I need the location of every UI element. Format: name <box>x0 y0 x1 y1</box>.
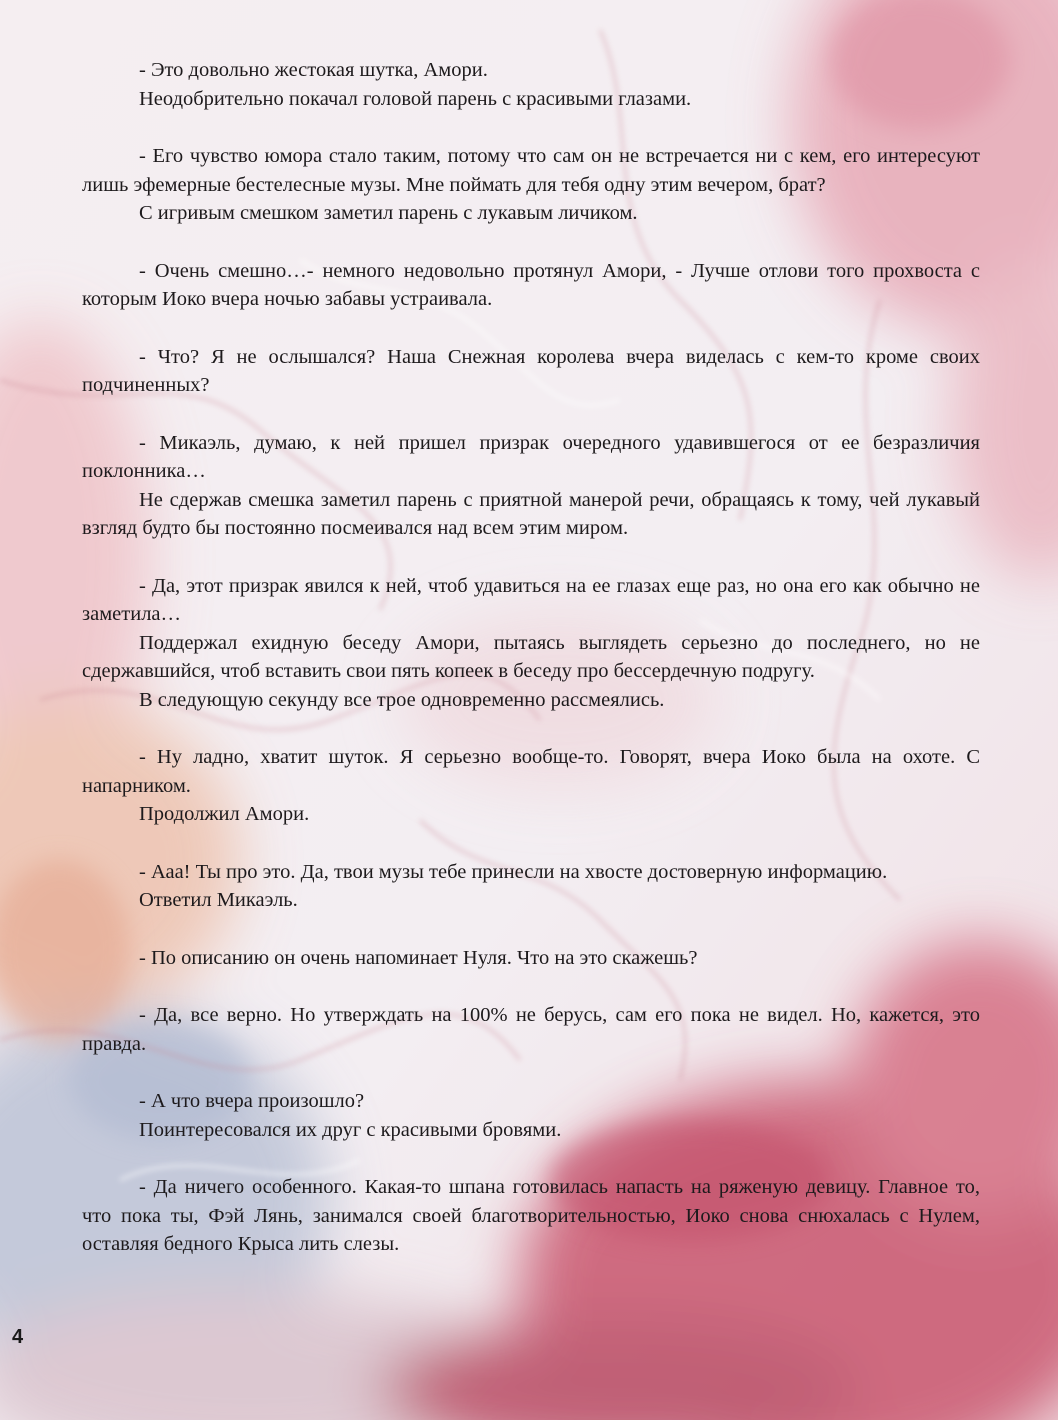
paragraph: - Его чувство юмора стало таким, потому что сам он не встречается ни с кем, его интересуют лишь эфемерные бестелесные музы. Мне поймать для тебя одну этим вечером, брат? <box>82 145 980 196</box>
paragraph: - По описанию он очень напоминает Нуля. Что на это скажешь? <box>139 946 698 969</box>
paragraph: Поддержал ехидную беседу Амори, пытаясь выглядеть серьезно до последнего, но не сдержавшийся, чтоб вставить свои пять копеек в беседу про бессердечную подругу. <box>82 631 980 682</box>
paragraph: Продолжил Амори. <box>139 803 310 825</box>
paragraph: Ответил Микаэль. <box>139 889 298 911</box>
paragraph: С игривым смешком заметил парень с лукавым личиком. <box>139 202 638 224</box>
paragraph: В следующую секунду все трое одновременно рассмеялись. <box>139 688 665 711</box>
paragraph: - Микаэль, думаю, к ней пришел призрак очередного удавившегося от ее безразличия поклонника… <box>82 431 980 482</box>
paragraph: Неодобрительно покачал головой парень с красивыми глазами. <box>139 87 692 110</box>
paragraph: - Ааа! Ты про это. Да, твои музы тебе принесли на хвосте достоверную информацию. <box>139 860 888 883</box>
story-text <box>82 56 980 1259</box>
paragraph: - Это довольно жестокая шутка, Амори. <box>139 59 488 81</box>
paragraph: - Да ничего особенного. Какая-то шпана готовилась напасть на ряженую девицу. Главное то, что пока ты, Фэй Лянь, занимался своей благотворительностью, Иоко снова снюхалась с Нулем, оставляя бедного Крыса лить слезы. <box>82 1176 980 1255</box>
paragraph: Не сдержав смешка заметил парень с приятной манерой речи, обращаясь к тому, чей лукавый взгляд будто бы постоянно посмеивался над всем этим миром. <box>82 488 980 539</box>
paragraph: - Ну ладно, хватит шуток. Я серьезно вообще-то. Говорят, вчера Иоко была на охоте. С напарником. <box>82 746 980 797</box>
paragraph: - Да, все верно. Но утверждать на 100% не берусь, сам его пока не видел. Но, кажется, это правда. <box>82 1004 980 1055</box>
paragraph: - Да, этот призрак явился к ней, чтоб удавиться на ее глазах еще раз, но она его как обычно не заметила… <box>82 574 980 625</box>
paragraph: Поинтересовался их друг с красивыми бровями. <box>139 1118 562 1141</box>
paragraph: - А что вчера произошло? <box>139 1090 365 1112</box>
paragraph: - Очень смешно…- немного недовольно протянул Амори, - Лучше отлови того прохвоста с которым Иоко вчера ночью забавы устраивала. <box>82 259 980 310</box>
paragraph: - Что? Я не ослышался? Наша Снежная королева вчера виделась с кем-то кроме своих подчиненных? <box>82 345 980 396</box>
page-number: 4 <box>12 1326 24 1348</box>
